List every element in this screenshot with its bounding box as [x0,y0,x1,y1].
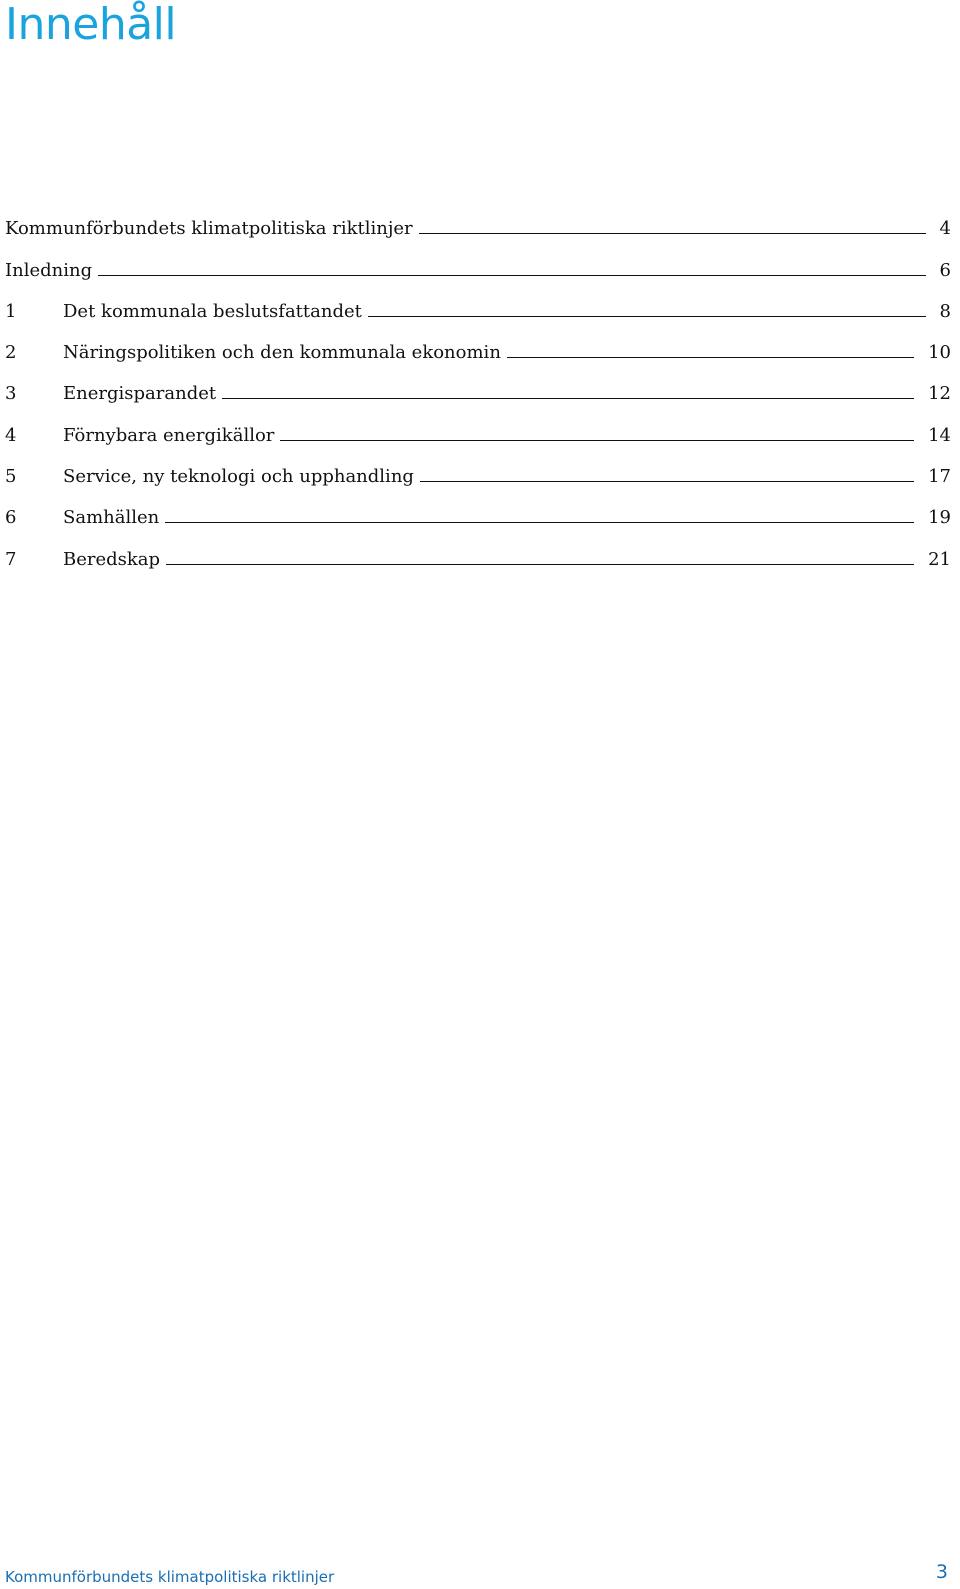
toc-leader-line [165,522,914,523]
toc-leader-line [368,316,926,317]
toc-entry-number: 2 [5,342,17,364]
toc-entry-title: Förnybara energikällor [63,424,275,446]
toc-entry-page: 12 [928,383,951,405]
toc-entry-number: 3 [5,383,17,405]
toc-leader-line [419,233,926,234]
toc-entry[interactable] [5,239,951,280]
toc-entry-number: 5 [5,466,17,488]
toc-entry-page: 4 [939,218,951,240]
toc-entry-number: 1 [5,300,17,322]
toc-entry[interactable] [5,528,951,569]
toc-entry[interactable] [5,487,951,528]
toc-leader-line [280,440,914,441]
toc-entry-title: Service, ny teknologi och upphandling [63,466,414,488]
toc-entry-page: 19 [928,507,951,529]
toc-entry-title: Näringspolitiken och den kommunala ekonomin [63,342,501,364]
toc-entry[interactable] [5,322,951,363]
toc-entry-page: 10 [928,342,951,364]
toc-entry-page: 8 [939,300,951,322]
toc-entry-title: Inledning [5,259,93,281]
toc-entry-title: Kommunförbundets klimatpolitiska riktlinjer [5,218,413,240]
toc-entry[interactable] [5,363,951,404]
toc-entry[interactable] [5,281,951,322]
footer-document-title: Kommunförbundets klimatpolitiska riktlinjer [5,1568,335,1586]
toc-entry[interactable] [5,446,951,487]
toc-leader-line [507,357,914,358]
toc-entry-title: Samhällen [63,507,160,529]
toc-entry-title: Energisparandet [63,383,217,405]
toc-leader-line [98,275,925,276]
page-title: Innehåll [5,0,177,50]
toc-leader-line [222,398,914,399]
toc-entry-page: 6 [939,259,951,281]
toc-entry-title: Det kommunala beslutsfattandet [63,300,362,322]
toc-entry-number: 4 [5,424,17,446]
toc-entry-page: 14 [928,424,951,446]
toc-entry-page: 17 [928,466,951,488]
table-of-contents [5,198,951,570]
toc-leader-line [166,564,914,565]
toc-entry[interactable] [5,404,951,445]
toc-entry-title: Beredskap [63,548,161,570]
footer-page-number: 3 [935,1561,948,1583]
toc-leader-line [420,481,914,482]
toc-entry-page: 21 [928,548,951,570]
toc-entry-number: 7 [5,548,17,570]
toc-entry[interactable] [5,198,951,239]
toc-entry-number: 6 [5,507,17,529]
